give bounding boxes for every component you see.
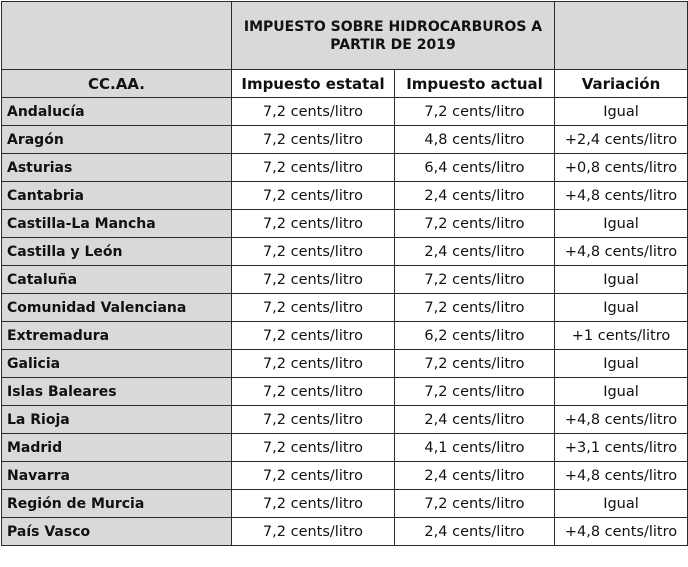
table-row: [2, 322, 688, 350]
title-row: [2, 2, 688, 70]
region-cell: Cantabria: [2, 182, 232, 210]
state-tax-cell: 7,2 cents/litro: [232, 490, 395, 518]
current-tax-cell: 2,4 cents/litro: [395, 406, 555, 434]
variation-cell: Igual: [555, 266, 688, 294]
region-cell: Castilla-La Mancha: [2, 210, 232, 238]
table-row: [2, 518, 688, 546]
header-state-tax: Impuesto estatal: [232, 70, 395, 98]
table-row: [2, 406, 688, 434]
title-spacer-right: [555, 2, 688, 70]
region-cell: Andalucía: [2, 98, 232, 126]
title-spacer-left: [2, 2, 232, 70]
state-tax-cell: 7,2 cents/litro: [232, 350, 395, 378]
variation-cell: Igual: [555, 378, 688, 406]
current-tax-cell: 4,1 cents/litro: [395, 434, 555, 462]
state-tax-cell: 7,2 cents/litro: [232, 210, 395, 238]
table-row: [2, 350, 688, 378]
table-row: [2, 378, 688, 406]
table-title: IMPUESTO SOBRE HIDROCARBUROS A PARTIR DE 2019: [232, 2, 555, 70]
region-cell: Castilla y León: [2, 238, 232, 266]
state-tax-cell: 7,2 cents/litro: [232, 434, 395, 462]
table-row: [2, 462, 688, 490]
variation-cell: +1 cents/litro: [555, 322, 688, 350]
region-cell: Asturias: [2, 154, 232, 182]
table-row: [2, 490, 688, 518]
current-tax-cell: 7,2 cents/litro: [395, 490, 555, 518]
table-row: [2, 126, 688, 154]
variation-cell: +3,1 cents/litro: [555, 434, 688, 462]
current-tax-cell: 7,2 cents/litro: [395, 98, 555, 126]
region-cell: Región de Murcia: [2, 490, 232, 518]
current-tax-cell: 2,4 cents/litro: [395, 462, 555, 490]
current-tax-cell: 2,4 cents/litro: [395, 238, 555, 266]
state-tax-cell: 7,2 cents/litro: [232, 126, 395, 154]
table-row: [2, 210, 688, 238]
header-region: CC.AA.: [2, 70, 232, 98]
current-tax-cell: 7,2 cents/litro: [395, 266, 555, 294]
table-body: [2, 98, 688, 546]
variation-cell: +4,8 cents/litro: [555, 238, 688, 266]
state-tax-cell: 7,2 cents/litro: [232, 182, 395, 210]
current-tax-cell: 7,2 cents/litro: [395, 350, 555, 378]
table-row: [2, 182, 688, 210]
state-tax-cell: 7,2 cents/litro: [232, 378, 395, 406]
table-row: [2, 238, 688, 266]
region-cell: Madrid: [2, 434, 232, 462]
header-current-tax: Impuesto actual: [395, 70, 555, 98]
current-tax-cell: 7,2 cents/litro: [395, 294, 555, 322]
region-cell: Cataluña: [2, 266, 232, 294]
table-row: [2, 434, 688, 462]
variation-cell: +0,8 cents/litro: [555, 154, 688, 182]
table-row: [2, 294, 688, 322]
state-tax-cell: 7,2 cents/litro: [232, 518, 395, 546]
region-cell: Aragón: [2, 126, 232, 154]
variation-cell: Igual: [555, 490, 688, 518]
state-tax-cell: 7,2 cents/litro: [232, 266, 395, 294]
state-tax-cell: 7,2 cents/litro: [232, 322, 395, 350]
variation-cell: +4,8 cents/litro: [555, 462, 688, 490]
variation-cell: +4,8 cents/litro: [555, 182, 688, 210]
current-tax-cell: 6,2 cents/litro: [395, 322, 555, 350]
variation-cell: Igual: [555, 210, 688, 238]
table-row: [2, 98, 688, 126]
region-cell: Extremadura: [2, 322, 232, 350]
current-tax-cell: 7,2 cents/litro: [395, 378, 555, 406]
variation-cell: Igual: [555, 294, 688, 322]
variation-cell: +4,8 cents/litro: [555, 518, 688, 546]
table-row: [2, 154, 688, 182]
region-cell: Comunidad Valenciana: [2, 294, 232, 322]
current-tax-cell: 7,2 cents/litro: [395, 210, 555, 238]
table-row: [2, 266, 688, 294]
state-tax-cell: 7,2 cents/litro: [232, 462, 395, 490]
region-cell: Navarra: [2, 462, 232, 490]
state-tax-cell: 7,2 cents/litro: [232, 406, 395, 434]
state-tax-cell: 7,2 cents/litro: [232, 294, 395, 322]
region-cell: La Rioja: [2, 406, 232, 434]
variation-cell: +4,8 cents/litro: [555, 406, 688, 434]
current-tax-cell: 4,8 cents/litro: [395, 126, 555, 154]
region-cell: Galicia: [2, 350, 232, 378]
region-cell: Islas Baleares: [2, 378, 232, 406]
current-tax-cell: 6,4 cents/litro: [395, 154, 555, 182]
header-row: [2, 70, 688, 98]
variation-cell: Igual: [555, 350, 688, 378]
region-cell: País Vasco: [2, 518, 232, 546]
state-tax-cell: 7,2 cents/litro: [232, 98, 395, 126]
current-tax-cell: 2,4 cents/litro: [395, 182, 555, 210]
header-variation: Variación: [555, 70, 688, 98]
variation-cell: Igual: [555, 98, 688, 126]
tax-table: [1, 1, 688, 546]
state-tax-cell: 7,2 cents/litro: [232, 238, 395, 266]
current-tax-cell: 2,4 cents/litro: [395, 518, 555, 546]
state-tax-cell: 7,2 cents/litro: [232, 154, 395, 182]
variation-cell: +2,4 cents/litro: [555, 126, 688, 154]
